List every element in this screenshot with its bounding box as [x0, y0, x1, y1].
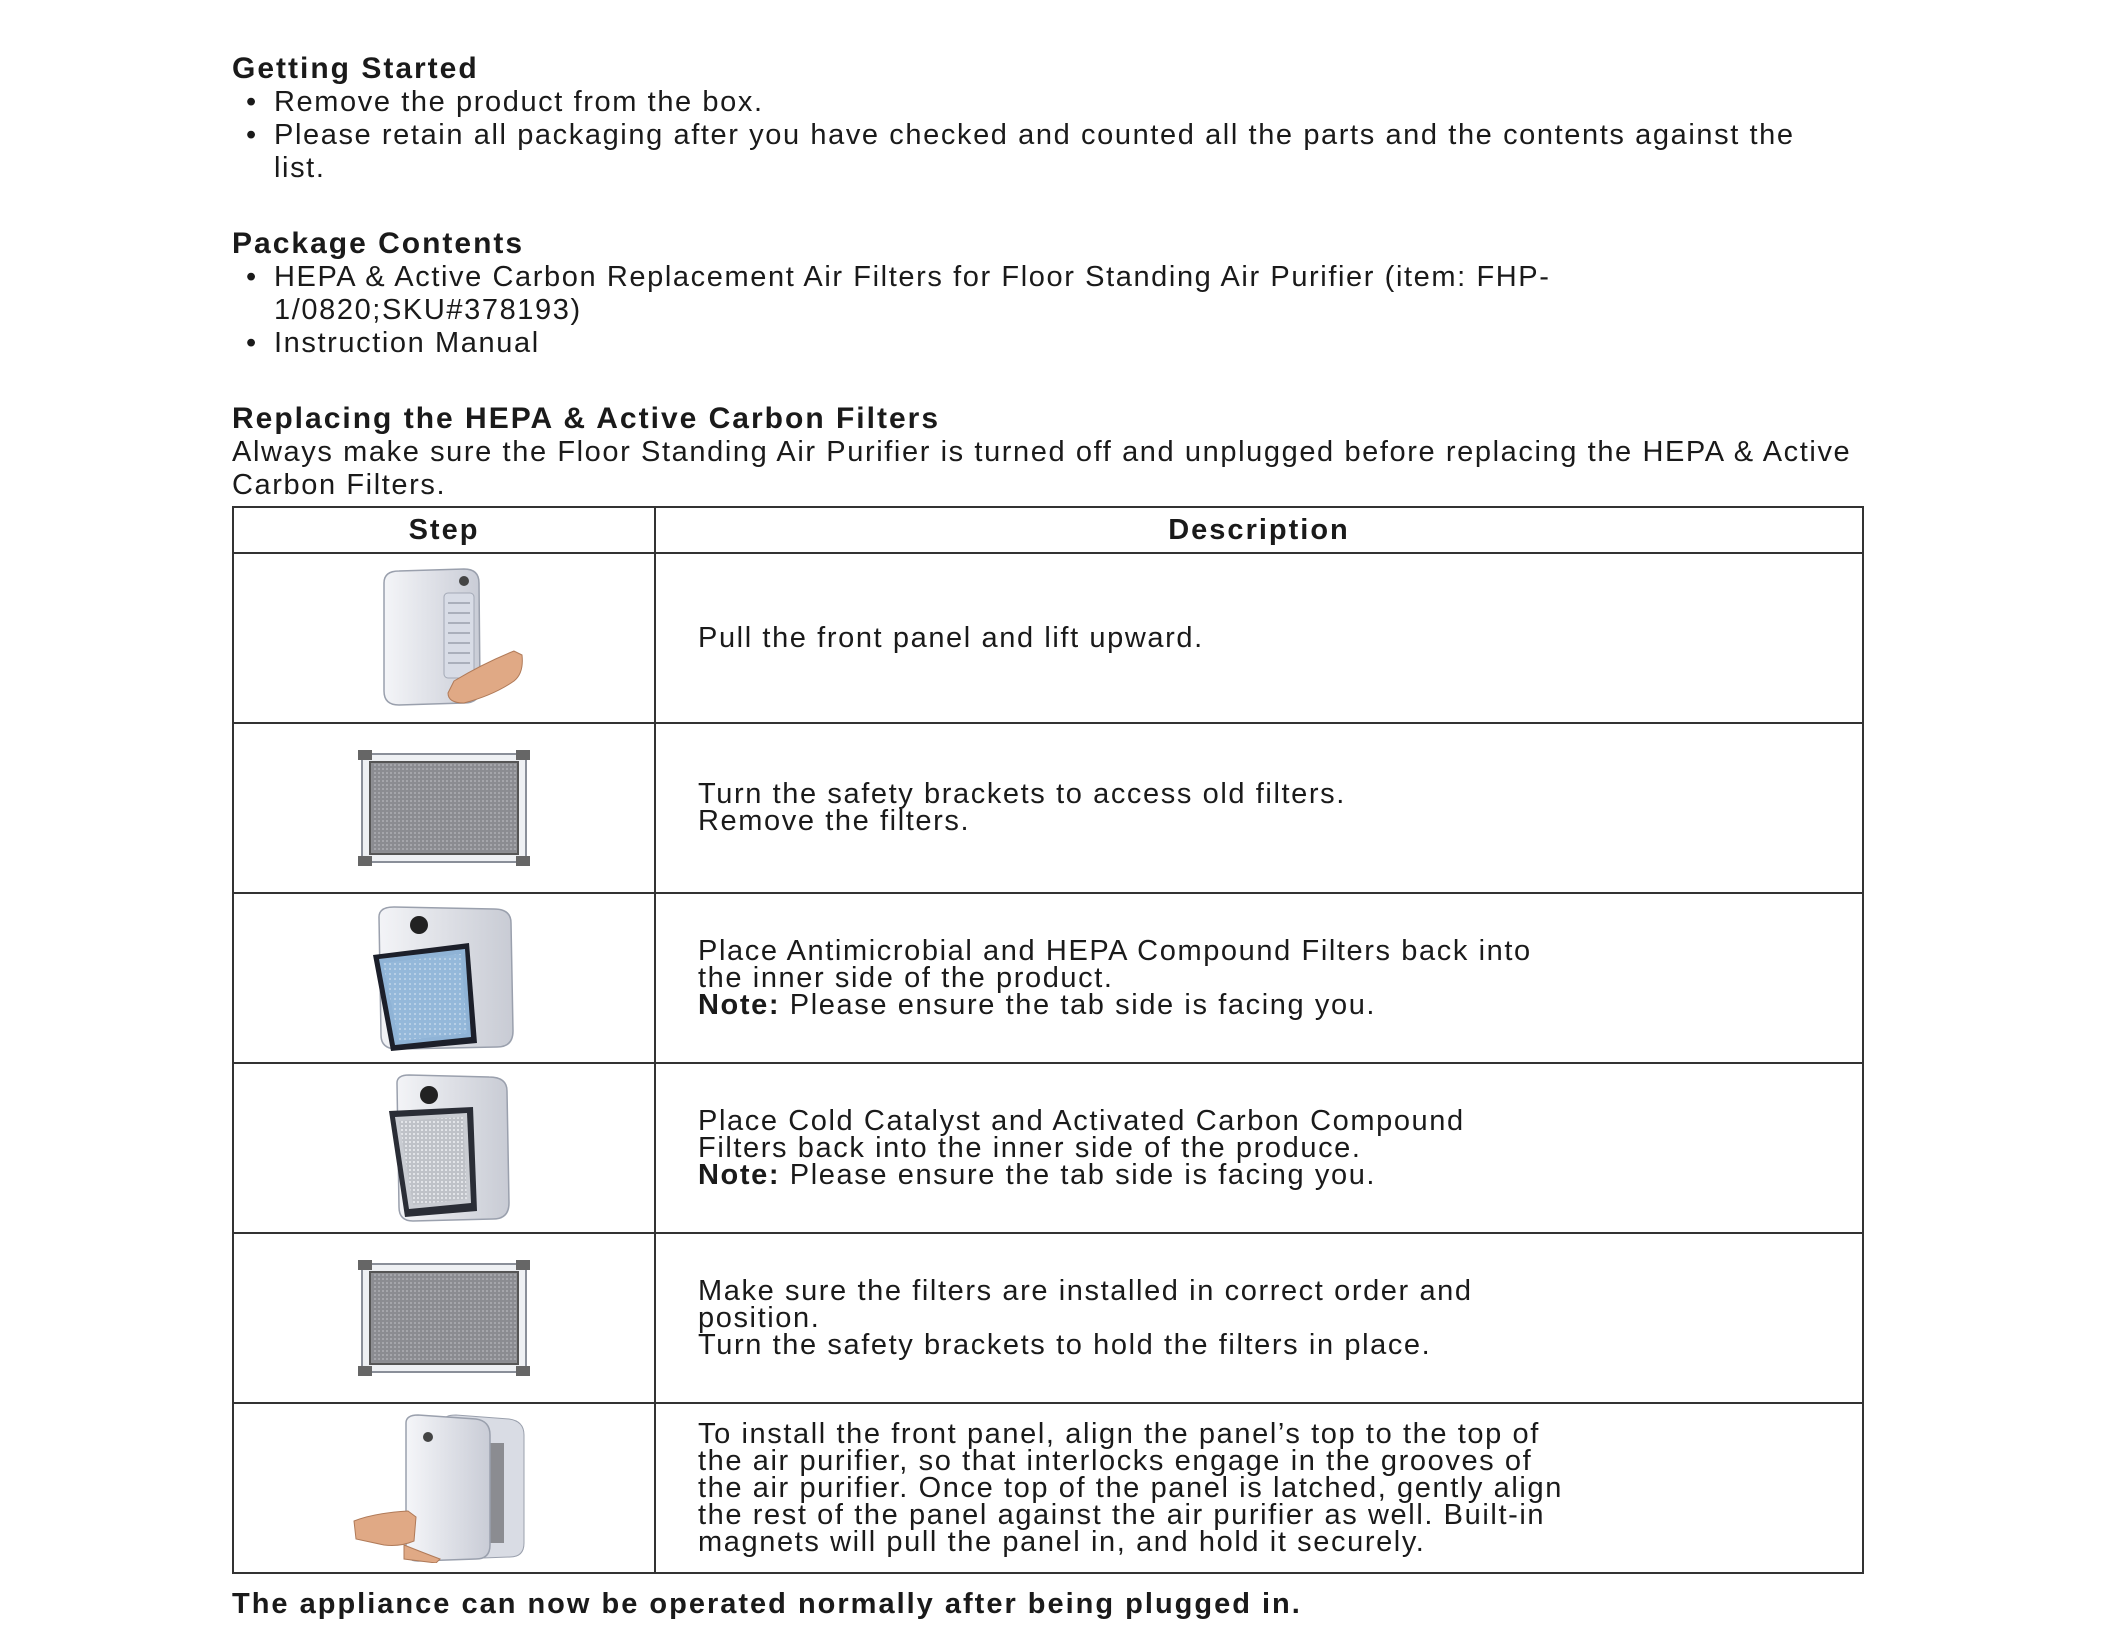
description-line: Place Cold Catalyst and Activated Carbon Compound: [698, 1104, 1465, 1137]
description-line: the air purifier, so that interlocks engage in the grooves of: [698, 1444, 1533, 1477]
step-description-cell: [655, 893, 1863, 1063]
step-image-cell: [233, 553, 655, 723]
table-row: [233, 1233, 1863, 1403]
step-image-cell: [233, 1233, 655, 1403]
table-row: [233, 723, 1863, 893]
step-description-cell: [655, 1403, 1863, 1573]
list-item: • Instruction Manual: [232, 327, 1892, 360]
description-line: Pull the front panel and lift upward.: [698, 621, 1204, 654]
steps-table: [232, 506, 1864, 1574]
step-note: [698, 1158, 1852, 1191]
step-column-header: Step: [233, 507, 655, 553]
step-description: [698, 778, 1852, 837]
table-row: [233, 1403, 1863, 1573]
description-line: Filters back into the inner side of the produce.: [698, 1131, 1362, 1164]
step-description: [698, 1104, 1852, 1191]
closing-note: The appliance can now be operated normally after being plugged in.: [232, 1588, 1302, 1620]
filter-frame-illustration: [354, 748, 534, 868]
step-description-cell: [655, 1233, 1863, 1403]
description-line: Place Antimicrobial and HEPA Compound Filters back into: [698, 934, 1532, 967]
step-description: [698, 934, 1852, 1021]
table-row: [233, 893, 1863, 1063]
replacing-heading: Replacing the HEPA & Active Carbon Filters: [232, 402, 941, 435]
package-contents-heading: Package Contents: [232, 227, 525, 260]
step-description: [698, 1274, 1852, 1361]
purifier-front-panel-install-illustration: [344, 1413, 544, 1563]
description-line: Turn the safety brackets to access old filters.: [698, 778, 1346, 810]
step-image-cell: [233, 1403, 655, 1573]
getting-started-list: [232, 86, 1892, 185]
step-description-cell: [655, 1063, 1863, 1233]
list-item: • Please retain all packaging after you have checked and counted all the parts and the contents against the list.: [232, 119, 1892, 185]
package-contents-list: [232, 261, 1892, 360]
step-description-cell: [655, 553, 1863, 723]
note-label: Note:: [698, 988, 781, 1021]
purifier-gray-filter-illustration: [349, 1073, 539, 1223]
step-note: [698, 988, 1852, 1021]
description-line: the inner side of the product.: [698, 961, 1114, 994]
list-item: • HEPA & Active Carbon Replacement Air Filters for Floor Standing Air Purifier (item: FHP-1/0820;SKU#378193): [232, 261, 1892, 327]
description-line: position.: [698, 1301, 821, 1334]
step-image-cell: [233, 723, 655, 893]
table-header-row: [233, 507, 1863, 553]
description-line: magnets will pull the panel in, and hold it securely.: [698, 1525, 1426, 1558]
purifier-front-panel-pull-illustration: [344, 563, 544, 713]
note-label: Note:: [698, 1158, 781, 1191]
step-description: [698, 621, 1852, 654]
table-row: [233, 553, 1863, 723]
step-image-cell: [233, 1063, 655, 1233]
note-text: Please ensure the tab side is facing you.: [789, 1158, 1377, 1191]
step-description-cell: [655, 723, 1863, 893]
note-text: Please ensure the tab side is facing you.: [789, 988, 1377, 1021]
description-line: the air purifier. Once top of the panel is latched, gently align: [698, 1471, 1563, 1504]
step-description: [698, 1417, 1852, 1558]
replacing-intro: Always make sure the Floor Standing Air Purifier is turned off and unplugged before replacing the HEPA & Active Carbon Filters.: [232, 436, 1852, 501]
list-item: • Remove the product from the box.: [232, 86, 1892, 119]
getting-started-section: [232, 52, 1892, 185]
description-line: Turn the safety brackets to hold the filters in place.: [698, 1328, 1432, 1361]
purifier-blue-filter-illustration: [349, 903, 539, 1053]
replacing-section: [232, 402, 1892, 1621]
description-line: Make sure the filters are installed in correct order and: [698, 1274, 1473, 1307]
description-column-header: Description: [655, 507, 1863, 553]
getting-started-heading: Getting Started: [232, 52, 479, 85]
description-line: the rest of the panel against the air purifier as well. Built-in: [698, 1498, 1546, 1531]
filter-frame-illustration: [354, 1258, 534, 1378]
description-line: To install the front panel, align the panel’s top to the top of: [698, 1417, 1540, 1450]
table-row: [233, 1063, 1863, 1233]
step-image-cell: [233, 893, 655, 1063]
description-line: Remove the filters.: [698, 805, 971, 837]
package-contents-section: [232, 227, 1892, 360]
manual-page: [232, 52, 1892, 1621]
